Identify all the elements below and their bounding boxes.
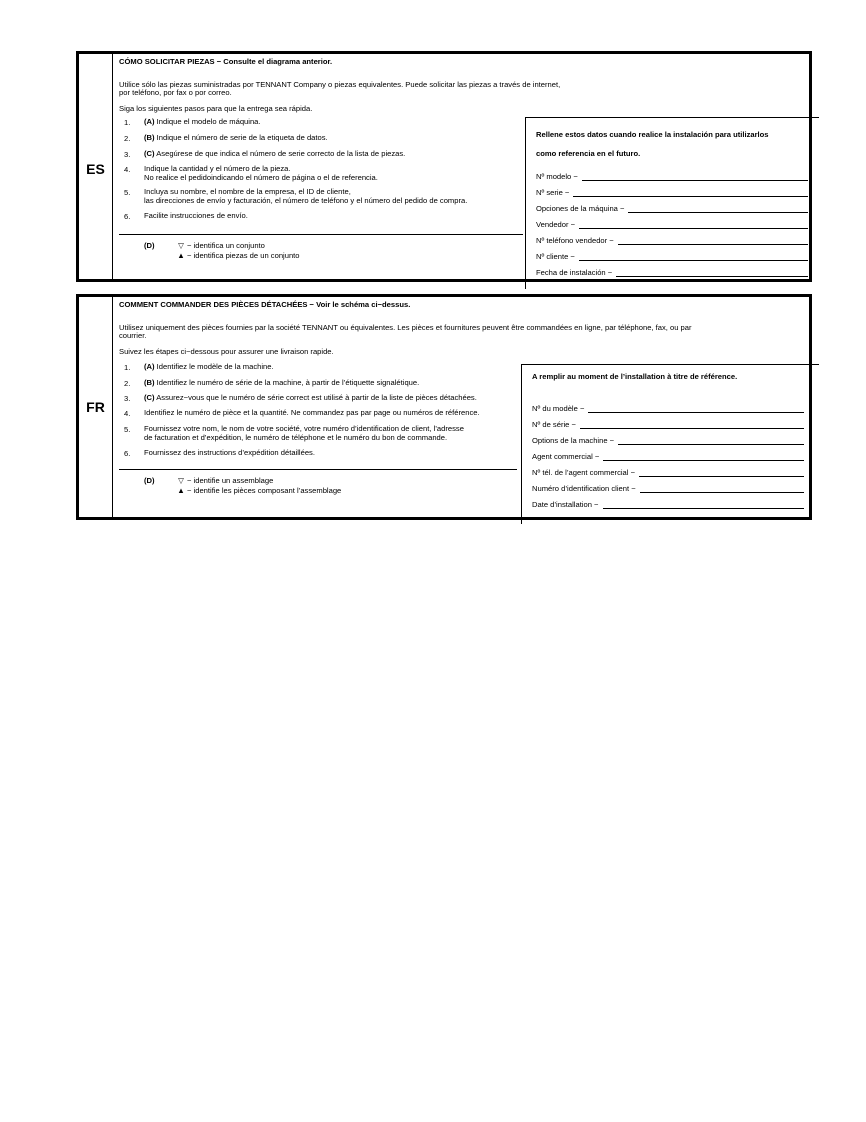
legend-label: (D) bbox=[144, 476, 155, 485]
step-label: (A) bbox=[144, 117, 155, 126]
step-text bbox=[144, 150, 405, 159]
divider bbox=[119, 469, 517, 470]
legend-text: − identifie un assemblage bbox=[187, 476, 274, 485]
dealer-field[interactable] bbox=[536, 220, 808, 229]
fill-line[interactable] bbox=[618, 236, 808, 245]
step-label: (B) bbox=[144, 133, 155, 142]
field-label: Fecha de instalación − bbox=[536, 268, 613, 277]
field-label: Nº tél. de l’agent commercial − bbox=[532, 468, 636, 477]
language-code: FR bbox=[86, 399, 105, 415]
fill-line[interactable] bbox=[628, 204, 808, 213]
dealer-phone-field[interactable] bbox=[532, 468, 804, 477]
language-code: ES bbox=[86, 161, 105, 177]
step-text bbox=[144, 379, 419, 388]
field-label: Agent commercial − bbox=[532, 452, 600, 461]
fill-line[interactable] bbox=[603, 452, 804, 461]
step-text bbox=[144, 212, 248, 221]
step-line-1: Indique el número de serie de la etiqueta de datos. bbox=[154, 133, 328, 142]
step-line-1: Identifiez le numéro de pièce et la quantité. Ne commandez pas par page ou numéros de référence. bbox=[144, 408, 480, 417]
field-label: Nº teléfono vendedor − bbox=[536, 236, 614, 245]
field-label: Nº modelo − bbox=[536, 172, 578, 181]
fill-line[interactable] bbox=[616, 268, 808, 277]
field-label: Date d’installation − bbox=[532, 500, 599, 509]
language-column bbox=[79, 297, 113, 517]
step-label: (B) bbox=[144, 378, 155, 387]
step-text bbox=[144, 118, 261, 127]
step-text bbox=[144, 188, 467, 205]
step-text bbox=[144, 165, 378, 182]
step-line-2: de facturation et d’expédition, le numéro de téléphone et le numéro du bon de commande. bbox=[144, 432, 448, 442]
legend-row bbox=[175, 487, 341, 496]
fill-line[interactable] bbox=[640, 484, 804, 493]
parts-order-panel-es bbox=[76, 51, 812, 282]
intro-line-2: por teléfono, por fax o por correo. bbox=[119, 88, 232, 97]
open-triangle-icon: ▽ bbox=[178, 241, 184, 250]
step-number: 1. bbox=[124, 363, 131, 372]
field-label: Nº de série − bbox=[532, 420, 576, 429]
step-line-1: Fournissez votre nom, le nom de votre société, votre numéro d’identification de client, l’adresse bbox=[144, 424, 464, 433]
fill-line[interactable] bbox=[573, 188, 808, 197]
field-label: Opciones de la máquina − bbox=[536, 204, 625, 213]
step-text bbox=[144, 409, 480, 418]
step-line-1: Incluya su nombre, el nombre de la empresa, el ID de cliente, bbox=[144, 187, 351, 196]
reference-box bbox=[525, 117, 819, 289]
step-text bbox=[144, 394, 477, 403]
reference-title bbox=[536, 125, 769, 163]
intro-line-2: courrier. bbox=[119, 331, 147, 340]
step-text bbox=[144, 425, 464, 442]
field-label: Numéro d’identification client − bbox=[532, 484, 636, 493]
step-number: 4. bbox=[124, 165, 131, 174]
machine-options-field[interactable] bbox=[536, 204, 808, 213]
field-label: Vendedor − bbox=[536, 220, 576, 229]
steps-intro: Suivez les étapes ci−dessous pour assurer une livraison rapide. bbox=[119, 347, 334, 356]
fill-line[interactable] bbox=[579, 252, 808, 261]
step-line-1: Facilite instrucciones de envío. bbox=[144, 211, 248, 220]
customer-number-field[interactable] bbox=[532, 484, 804, 493]
step-line-1: Assurez−vous que le numéro de série correct est utilisé à partir de la liste de pièces détachées. bbox=[154, 393, 477, 402]
model-field[interactable] bbox=[536, 172, 808, 181]
filled-triangle-icon: ▲ bbox=[177, 251, 185, 260]
legend-label: (D) bbox=[144, 241, 155, 250]
step-line-1: Identifiez le modèle de la machine. bbox=[154, 362, 274, 371]
legend-row bbox=[175, 477, 273, 486]
steps-intro: Siga los siguientes pasos para que la entrega sea rápida. bbox=[119, 104, 313, 113]
install-date-field[interactable] bbox=[536, 268, 808, 277]
divider bbox=[119, 234, 523, 235]
customer-number-field[interactable] bbox=[536, 252, 808, 261]
field-label: Options de la machine − bbox=[532, 436, 615, 445]
step-number: 4. bbox=[124, 409, 131, 418]
intro-line-1: Utilice sólo las piezas suministradas por TENNANT Company o piezas equivalentes. Puede solicitar las piezas a través de internet, bbox=[119, 80, 561, 89]
step-number: 1. bbox=[124, 118, 131, 127]
reference-title-line-2: como referencia en el futuro. bbox=[536, 149, 641, 158]
step-label: (C) bbox=[144, 393, 155, 402]
legend-text: − identifie les pièces composant l’assemblage bbox=[187, 486, 342, 495]
reference-title-line-1: Rellene estos datos cuando realice la instalación para utilizarlos bbox=[536, 130, 769, 139]
field-label: Nº du modèle − bbox=[532, 404, 585, 413]
step-number: 5. bbox=[124, 425, 131, 434]
legend-text: − identifica un conjunto bbox=[187, 241, 265, 250]
fill-line[interactable] bbox=[603, 500, 805, 509]
step-label: (C) bbox=[144, 149, 155, 158]
step-text bbox=[144, 449, 315, 458]
step-line-1: Identifiez le numéro de série de la machine, à partir de l’étiquette signalétique. bbox=[154, 378, 420, 387]
reference-title: A remplir au moment de l’installation à titre de référence. bbox=[532, 372, 738, 381]
step-line-1: Indique el modelo de máquina. bbox=[154, 117, 261, 126]
fill-line[interactable] bbox=[618, 436, 804, 445]
step-line-1: Asegúrese de que indica el número de serie correcto de la lista de piezas. bbox=[154, 149, 406, 158]
step-line-2: las direcciones de envío y facturación, el número de teléfono y el número del pedido de compra. bbox=[144, 195, 468, 205]
step-text bbox=[144, 134, 328, 143]
language-column bbox=[79, 54, 113, 279]
fill-line[interactable] bbox=[588, 404, 804, 413]
install-date-field[interactable] bbox=[532, 500, 804, 509]
step-line-1: Indique la cantidad y el número de la pieza. bbox=[144, 164, 291, 173]
model-field[interactable] bbox=[532, 404, 804, 413]
machine-options-field[interactable] bbox=[532, 436, 804, 445]
section-title: CÓMO SOLICITAR PIEZAS − Consulte el diagrama anterior. bbox=[119, 57, 333, 66]
intro-line-1: Utilisez uniquement des pièces fournies par la société TENNANT ou équivalentes. Les pièces et fournitures peuvent être commandées en ligne, par téléphone, fax, ou par bbox=[119, 323, 692, 332]
reference-box bbox=[521, 364, 819, 524]
fill-line[interactable] bbox=[582, 172, 808, 181]
field-label: Nº cliente − bbox=[536, 252, 575, 261]
dealer-phone-field[interactable] bbox=[536, 236, 808, 245]
step-line-2: No realice el pedidoindicando el número de página o el de referencia. bbox=[144, 172, 378, 182]
open-triangle-icon: ▽ bbox=[178, 476, 184, 485]
parts-order-panel-fr bbox=[76, 294, 812, 520]
step-number: 2. bbox=[124, 379, 131, 388]
step-number: 6. bbox=[124, 449, 131, 458]
step-number: 5. bbox=[124, 188, 131, 197]
step-number: 3. bbox=[124, 150, 131, 159]
serial-field[interactable] bbox=[532, 420, 804, 429]
fill-line[interactable] bbox=[579, 220, 808, 229]
field-label: Nº serie − bbox=[536, 188, 570, 197]
fill-line[interactable] bbox=[580, 420, 804, 429]
legend-row bbox=[175, 242, 265, 251]
legend-row bbox=[175, 252, 300, 261]
fill-line[interactable] bbox=[639, 468, 804, 477]
step-number: 3. bbox=[124, 394, 131, 403]
legend-text: − identifica piezas de un conjunto bbox=[187, 251, 300, 260]
serial-field[interactable] bbox=[536, 188, 808, 197]
section-title: COMMENT COMMANDER DES PIÈCES DÉTACHÉES − Voir le schéma ci−dessus. bbox=[119, 300, 411, 309]
dealer-field[interactable] bbox=[532, 452, 804, 461]
step-number: 6. bbox=[124, 212, 131, 221]
step-text bbox=[144, 363, 274, 372]
filled-triangle-icon: ▲ bbox=[177, 486, 185, 495]
step-number: 2. bbox=[124, 134, 131, 143]
step-line-1: Fournissez des instructions d’expédition détaillées. bbox=[144, 448, 315, 457]
step-label: (A) bbox=[144, 362, 155, 371]
